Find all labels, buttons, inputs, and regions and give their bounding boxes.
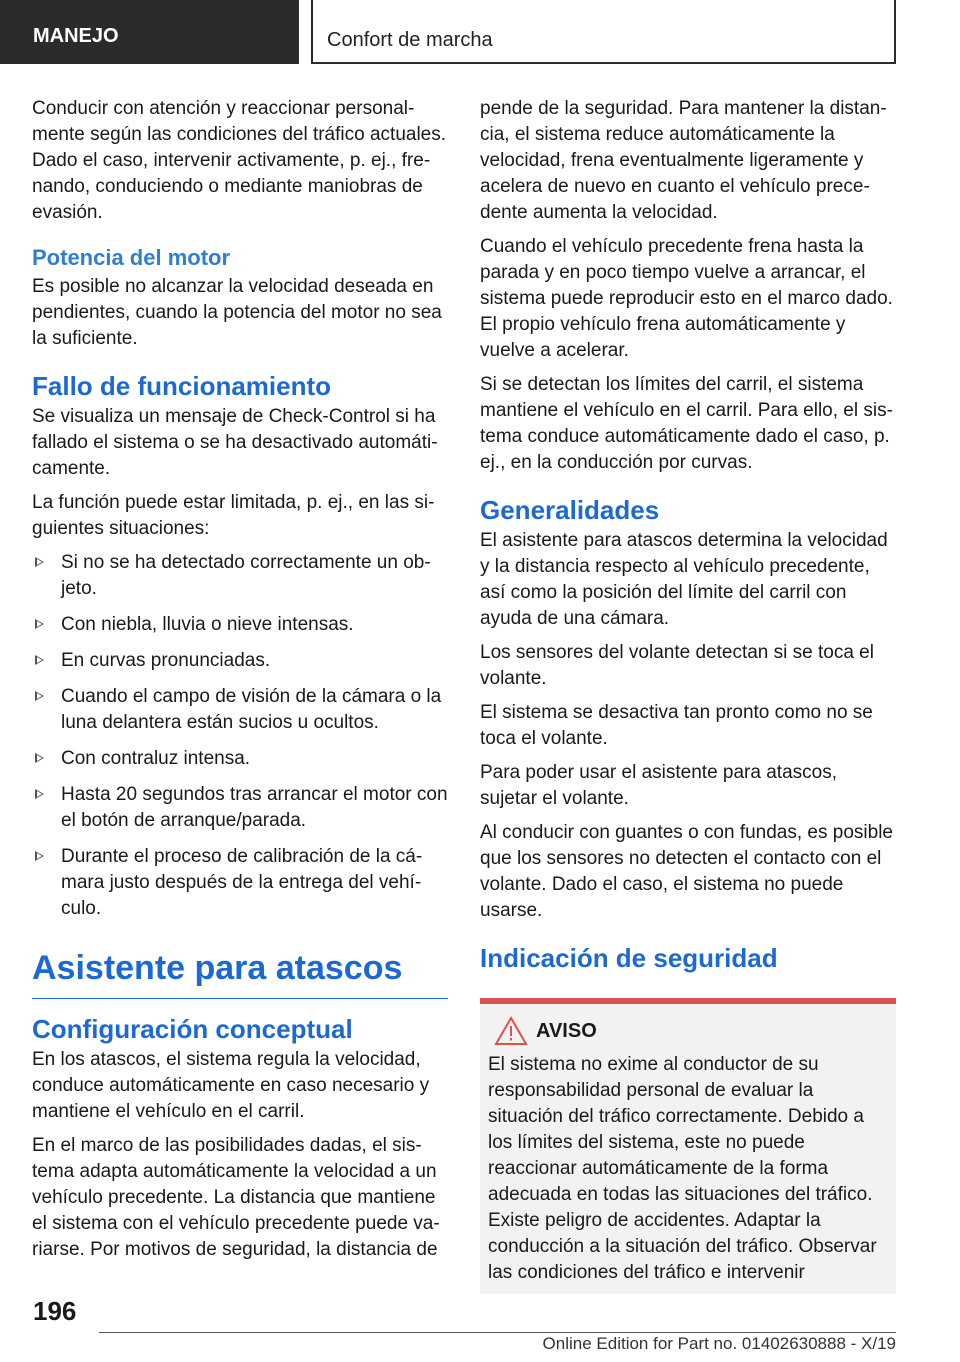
list-item: Si no se ha detectado correctamente un objeto. <box>32 550 448 602</box>
paragraph: Si se detectan los límites del carril, el sistema mantiene el vehículo en el carril. Para ello, el sistema conduce automáticamente dado el caso, p. ej., en la conducción por curvas. <box>480 374 893 473</box>
paragraph: Se visualiza un mensaje de Check-Control si ha fallado el sistema o se ha desactivado automáticamente. <box>32 406 438 479</box>
chapter-title: Confort de marcha <box>327 29 493 51</box>
warning-box <box>480 1004 896 1294</box>
section-tab <box>0 0 299 64</box>
warning-triangle-icon <box>494 1016 528 1046</box>
footer-edition: Online Edition for Part no. 01402630888 - X/19 <box>542 1334 896 1353</box>
list-item: Con niebla, lluvia o nieve intensas. <box>32 612 448 638</box>
warning-text: El sistema no exime al conductor de su responsabilidad personal de evaluar la situación del tráfico correctamente. Debido a los límites del sistema, este no puede reaccionar automáticamente de la forma adecuada en todas las situaciones del tráfico. Existe peligro de accidentes. Adaptar la conducción a la situación del tráfico. Observar las condiciones del tráfico e intervenir <box>488 1054 877 1283</box>
list-item: Con contraluz intensa. <box>32 746 448 772</box>
triangle-bullet-icon <box>35 851 44 861</box>
paragraph: Cuando el vehículo precedente frena hasta la parada y en poco tiempo vuelve a arrancar, el sistema puede reproducir esto en el marco dado. El propio vehículo frena automáticamente y vuelve a acelerar. <box>480 236 893 361</box>
paragraph: Conducir con atención y reaccionar personalmente según las condiciones del tráfico actuales. Dado el caso, intervenir activamente, p. ej., frenando, conduciendo o mediante maniobras de evasión. <box>32 98 447 223</box>
list-item: En curvas pronunciadas. <box>32 648 448 674</box>
heading-configuracion: Configuración conceptual <box>32 1014 353 1044</box>
triangle-bullet-icon <box>35 789 44 799</box>
heading-seguridad: Indicación de seguridad <box>480 943 778 973</box>
triangle-bullet-icon <box>35 655 44 665</box>
paragraph: La función puede estar limitada, p. ej., en las siguientes situaciones: <box>32 492 435 539</box>
paragraph: Es posible no alcanzar la velocidad deseada en pendientes, cuando la potencia del motor no sea la suficiente. <box>32 276 442 349</box>
paragraph: pende de la seguridad. Para mantener la distancia, el sistema reduce automáticamente la velocidad, frena eventualmente ligeramente y acelera de nuevo en cuanto el vehículo precedente aumenta la velocidad. <box>480 98 887 223</box>
triangle-bullet-icon <box>35 619 44 629</box>
triangle-bullet-icon <box>35 557 44 567</box>
heading-potencia: Potencia del motor <box>32 245 231 270</box>
paragraph: El asistente para atascos determina la velocidad y la distancia respecto al vehículo precedente, así como la posición del límite del carril con ayuda de una cámara. <box>480 530 888 629</box>
warning-label: AVISO <box>536 1020 597 1042</box>
triangle-bullet-icon <box>35 691 44 701</box>
warning-title <box>488 1016 888 1046</box>
heading-asistente: Asistente para atascos <box>32 948 448 999</box>
paragraph: En los atascos, el sistema regula la velocidad, conduce automáticamente en caso necesario y mantiene el vehículo en el carril. <box>32 1049 430 1122</box>
paragraph: Para poder usar el asistente para atascos, sujetar el volante. <box>480 762 837 809</box>
list-item: Cuando el campo de visión de la cámara o la luna delantera están sucios u ocultos. <box>32 684 448 736</box>
section-title: MANEJO <box>33 25 119 47</box>
triangle-bullet-icon <box>35 753 44 763</box>
paragraph: Los sensores del volante detectan si se toca el volante. <box>480 642 874 689</box>
left-column <box>32 96 448 1271</box>
heading-fallo: Fallo de funcionamiento <box>32 371 332 401</box>
situations-list <box>32 550 448 922</box>
paragraph: Al conducir con guantes o con fundas, es posible que los sensores no detecten el contacto con el volante. Dado el caso, el sistema no puede usarse. <box>480 822 893 921</box>
heading-generalidades: Generalidades <box>480 495 660 525</box>
right-column <box>480 96 896 1294</box>
list-item: Durante el proceso de calibración de la cámara justo después de la entrega del vehículo. <box>32 844 448 922</box>
page-number: 196 <box>33 1296 77 1326</box>
paragraph: En el marco de las posibilidades dadas, el sistema adapta automáticamente la velocidad a un vehículo precedente. La distancia que mantiene el sistema con el vehículo precedente puede variarse. Por motivos de seguridad, la distancia de <box>32 1135 440 1260</box>
paragraph: El sistema se desactiva tan pronto como no se toca el volante. <box>480 702 873 749</box>
chapter-tab <box>311 0 896 64</box>
footer-divider <box>99 1332 896 1333</box>
list-item: Hasta 20 segundos tras arrancar el motor con el botón de arranque/parada. <box>32 782 448 834</box>
